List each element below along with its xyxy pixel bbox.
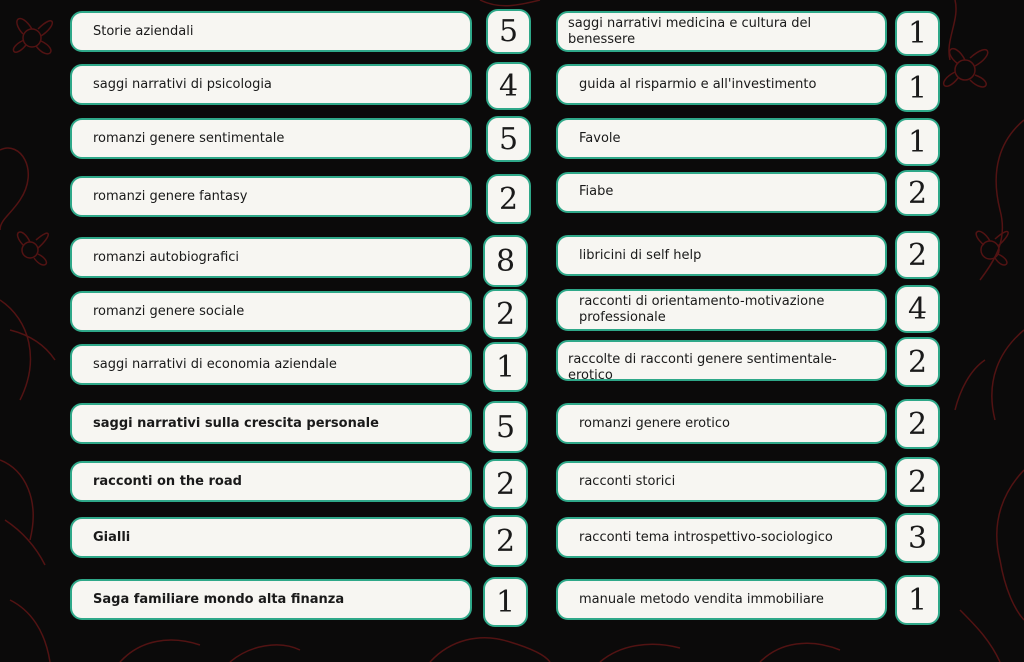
count-badge: 2 bbox=[895, 457, 940, 507]
category-pill: Storie aziendali bbox=[70, 11, 472, 52]
category-pill: romanzi genere sociale bbox=[70, 291, 472, 332]
category-pill: raccolte di racconti genere sentimentale-erotico bbox=[556, 340, 887, 381]
count-badge: 5 bbox=[486, 9, 531, 54]
count-badge: 2 bbox=[486, 174, 531, 224]
count-badge: 2 bbox=[483, 289, 528, 339]
category-pill: romanzi genere erotico bbox=[556, 403, 887, 444]
count-badge: 2 bbox=[895, 399, 940, 449]
count-badge: 2 bbox=[895, 231, 940, 279]
count-badge: 8 bbox=[483, 235, 528, 287]
count-badge: 2 bbox=[895, 170, 940, 216]
count-badge: 3 bbox=[895, 513, 940, 563]
count-badge: 2 bbox=[895, 337, 940, 387]
category-pill: saggi narrativi medicina e cultura del benessere bbox=[556, 11, 887, 52]
category-pill: Gialli bbox=[70, 517, 472, 558]
category-pill: racconti tema introspettivo-sociologico bbox=[556, 517, 887, 558]
count-badge: 5 bbox=[486, 116, 531, 162]
category-pill: libricini di self help bbox=[556, 235, 887, 276]
category-pill: romanzi genere fantasy bbox=[70, 176, 472, 217]
category-pill: Favole bbox=[556, 118, 887, 159]
count-badge: 5 bbox=[483, 401, 528, 453]
count-badge: 2 bbox=[483, 515, 528, 567]
category-pill: racconti di orientamento-motivazione professionale bbox=[556, 289, 887, 331]
count-badge: 2 bbox=[483, 459, 528, 509]
category-pill: racconti on the road bbox=[70, 461, 472, 502]
category-pill: guida al risparmio e all'investimento bbox=[556, 64, 887, 105]
category-pill: saggi narrativi di psicologia bbox=[70, 64, 472, 105]
category-pill: saggi narrativi sulla crescita personale bbox=[70, 403, 472, 444]
category-pill: romanzi genere sentimentale bbox=[70, 118, 472, 159]
category-pill: racconti storici bbox=[556, 461, 887, 502]
count-badge: 1 bbox=[895, 118, 940, 166]
count-badge: 1 bbox=[895, 11, 940, 56]
count-badge: 1 bbox=[895, 64, 940, 112]
category-pill: Saga familiare mondo alta finanza bbox=[70, 579, 472, 620]
count-badge: 1 bbox=[895, 575, 940, 625]
count-badge: 4 bbox=[486, 62, 531, 110]
category-pill: Fiabe bbox=[556, 172, 887, 213]
count-badge: 1 bbox=[483, 342, 528, 392]
category-pill: saggi narrativi di economia aziendale bbox=[70, 344, 472, 385]
count-badge: 1 bbox=[483, 577, 528, 627]
category-pill: romanzi autobiografici bbox=[70, 237, 472, 278]
count-badge: 4 bbox=[895, 285, 940, 333]
category-pill: manuale metodo vendita immobiliare bbox=[556, 579, 887, 620]
